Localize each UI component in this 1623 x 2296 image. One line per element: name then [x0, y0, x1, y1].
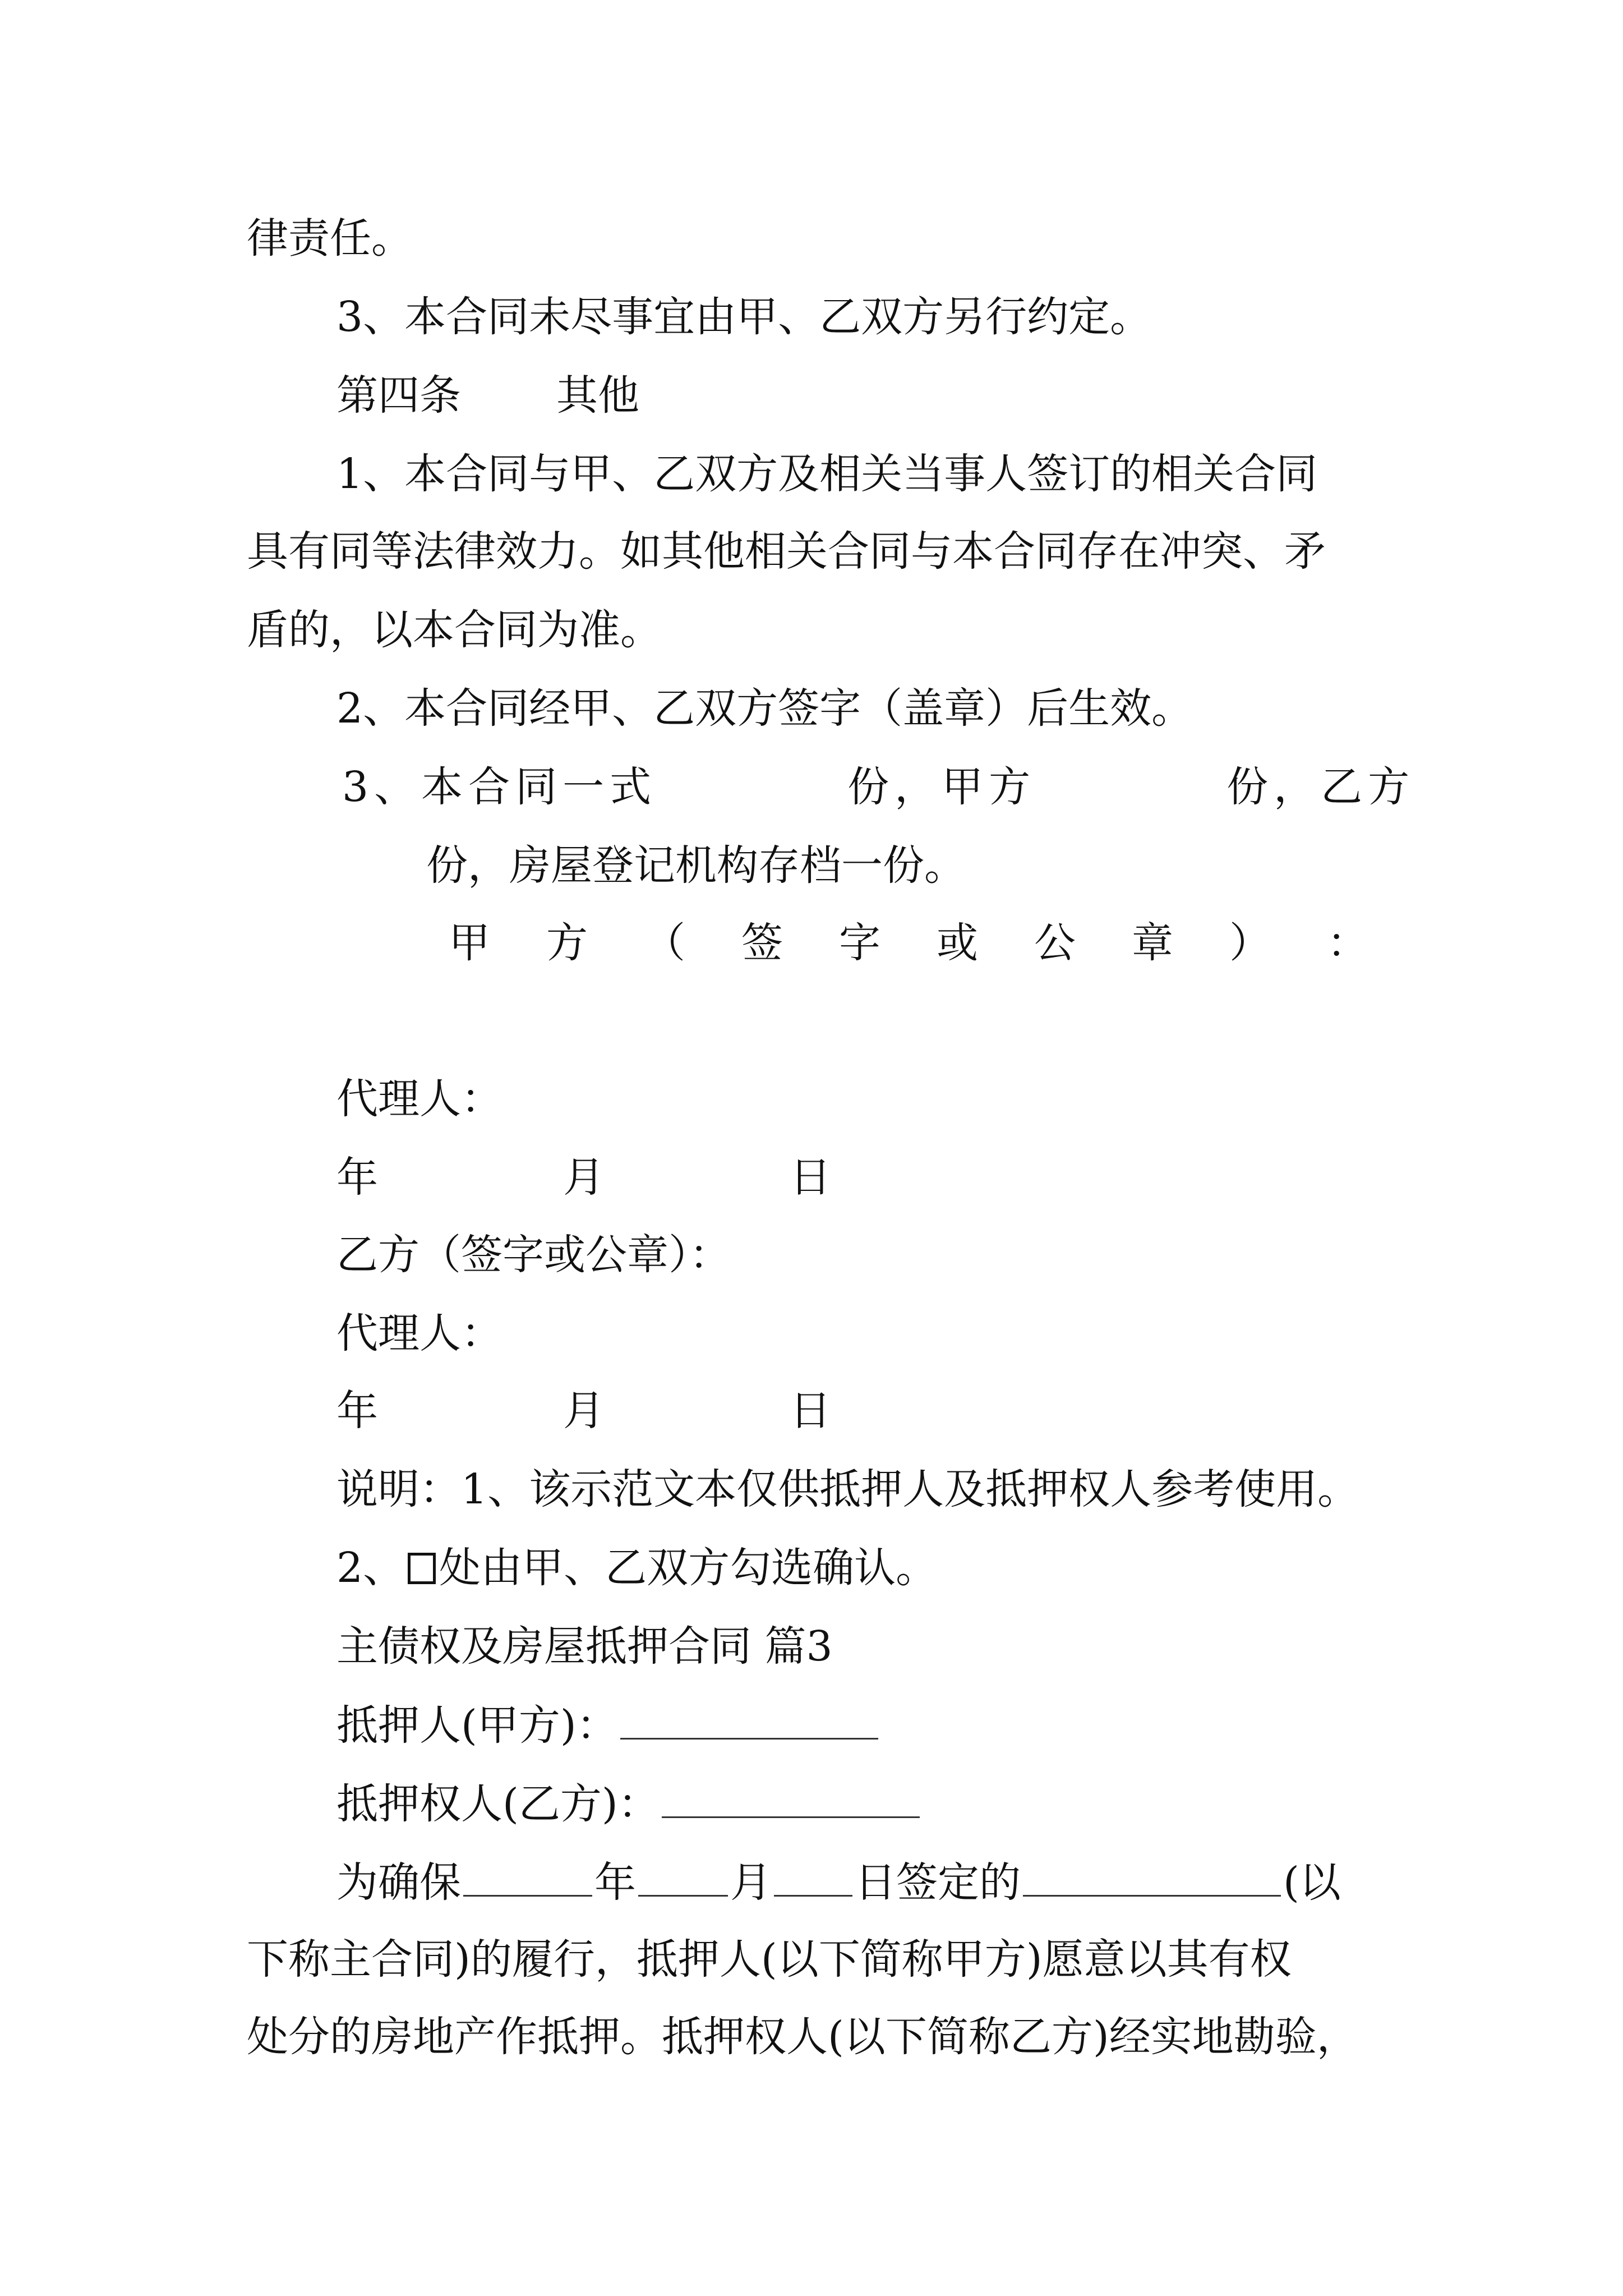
mortgagee-blank [662, 1782, 920, 1818]
copies-party-b: 份，乙方 [1227, 763, 1415, 811]
mortgagor-label: 抵押人(甲方)： [336, 1701, 618, 1750]
mortgagee-label: 抵押权人(乙方)： [336, 1780, 660, 1828]
year-label: 年 [336, 1153, 378, 1202]
contract-name-blank [1023, 1860, 1281, 1897]
article-heading [336, 371, 639, 420]
paragraph-line: 1、本合同与甲、乙双方及相关当事人签订的相关合同 [336, 450, 1318, 498]
agent-label: 代理人： [336, 1075, 502, 1123]
party-a-signature-line [449, 919, 1368, 967]
sig-char: 字 [839, 919, 880, 967]
article-number: 第四条 [336, 371, 461, 420]
copies-party-a: 份，甲方 [847, 763, 1036, 811]
agent-label: 代理人： [336, 1309, 502, 1358]
section-title: 主债权及房屋抵押合同 篇3 [336, 1622, 833, 1671]
text-segment: 年 [594, 1858, 636, 1907]
mortgagee-line [336, 1780, 922, 1828]
paragraph-line: 律责任。 [247, 214, 413, 263]
sig-char: 甲 [449, 919, 490, 967]
mortgagor-line [336, 1701, 880, 1750]
sig-char: 章 [1132, 919, 1173, 967]
article-title: 其他 [556, 371, 639, 420]
date-line [336, 1153, 831, 1202]
day-blank [774, 1860, 852, 1897]
sig-char: 签 [741, 919, 783, 967]
day-label: 日 [790, 1153, 831, 1202]
paragraph-line: 份，房屋登记机构存档一份。 [426, 841, 966, 890]
copies-line [342, 763, 1415, 811]
sig-char: ： [1327, 919, 1368, 967]
year-blank [463, 1860, 592, 1897]
paragraph-line: 3、本合同未尽事宜由甲、乙双方另行约定。 [336, 293, 1152, 341]
text-segment: 为确保 [336, 1858, 461, 1907]
party-b-signature-label: 乙方（签字或公章）： [336, 1231, 731, 1279]
text-segment: 月 [730, 1858, 772, 1907]
month-blank [638, 1860, 728, 1897]
paragraph-line [336, 1858, 1341, 1907]
text-segment: (以 [1283, 1858, 1341, 1907]
paragraph-line: 下称主合同)的履行，抵押人(以下简称甲方)愿意以其有权 [247, 1935, 1292, 1984]
mortgagor-blank [620, 1703, 878, 1740]
sig-char: 方 [546, 919, 588, 967]
sig-char: 或 [937, 919, 978, 967]
sig-char: （ [644, 919, 685, 967]
checkbox-icon [408, 1553, 436, 1584]
text-segment: 日签定的 [855, 1858, 1021, 1907]
paragraph-line: 处分的房地产作抵押。抵押权人(以下简称乙方)经实地勘验， [247, 2013, 1358, 2061]
sig-char: 公 [1034, 919, 1076, 967]
paragraph-line: 具有同等法律效力。如其他相关合同与本合同存在冲突、矛 [247, 527, 1326, 576]
sig-char: ） [1229, 919, 1271, 967]
paragraph-line: 2、本合同经甲、乙双方签字（盖章）后生效。 [336, 684, 1193, 733]
copies-text: 3、本合同一式 [342, 763, 657, 811]
month-label: 月 [563, 1153, 605, 1202]
note-line: 说明：1、该示范文本仅供抵押人及抵押权人参考使用。 [336, 1465, 1359, 1513]
note-number: 2、 [336, 1544, 405, 1592]
date-line [336, 1387, 831, 1435]
year-label: 年 [336, 1387, 378, 1435]
paragraph-line: 盾的，以本合同为准。 [247, 606, 662, 654]
day-label: 日 [790, 1387, 831, 1435]
note-line [336, 1544, 938, 1592]
note-text: 处由甲、乙双方勾选确认。 [439, 1544, 938, 1592]
month-label: 月 [563, 1387, 605, 1435]
